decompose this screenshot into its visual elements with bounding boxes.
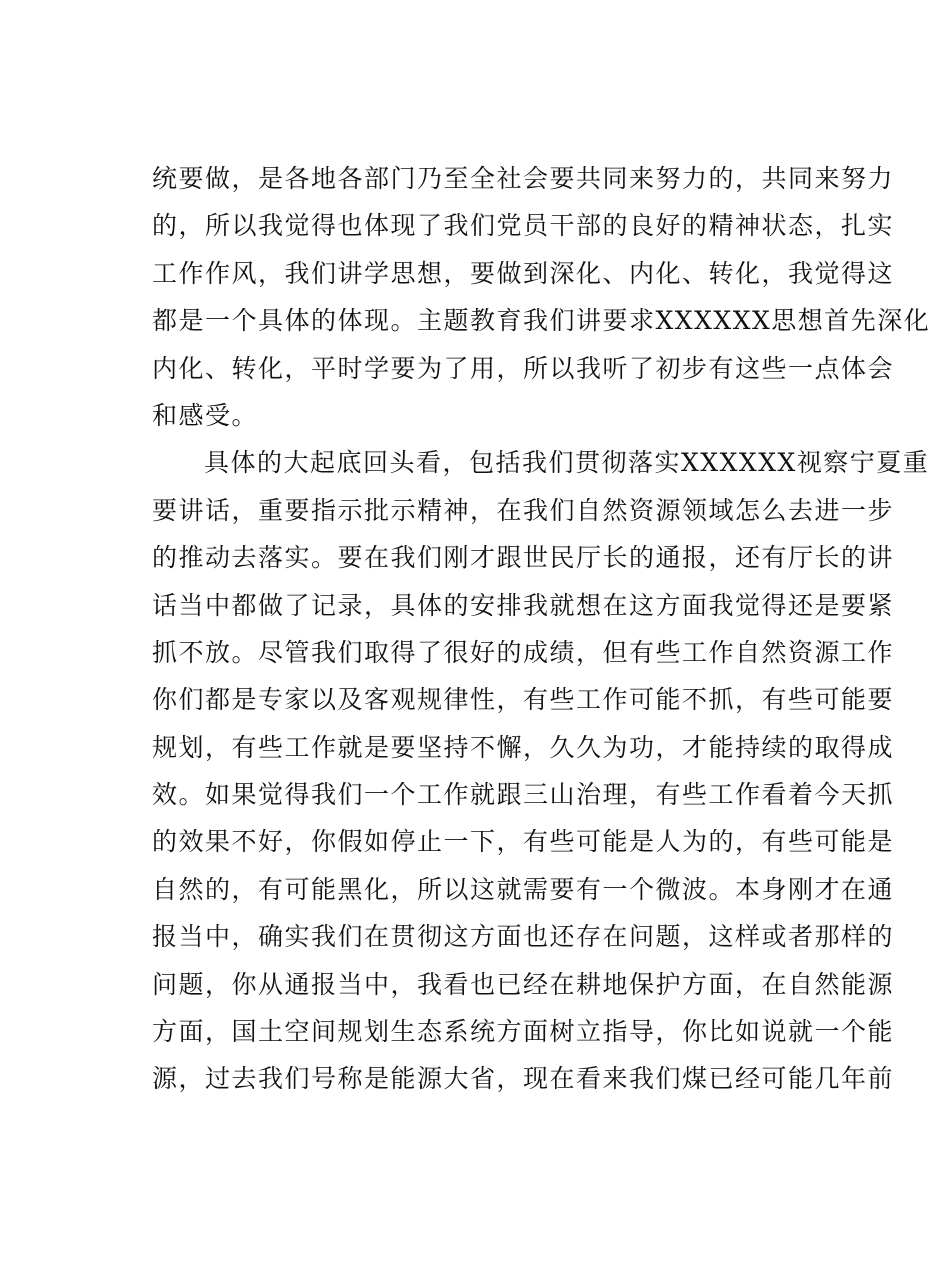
paragraph-2-line-2: 要讲话，重要指示批示精神，在我们自然资源领域怎么去进一步 bbox=[152, 495, 895, 525]
document-body bbox=[152, 155, 930, 1103]
paragraph-2-line-5: 抓不放。尽管我们取得了很好的成绩，但有些工作自然资源工作 bbox=[152, 637, 895, 667]
paragraph-1-line-3: 工作作风，我们讲学思想，要做到深化、内化、转化，我觉得这 bbox=[152, 258, 895, 288]
paragraph-1-line-4: 都是一个具体的体现。主题教育我们讲要求XXXXXX思想首先深化 bbox=[152, 306, 930, 336]
paragraph-2-line-10: 自然的，有可能黑化，所以这就需要有一个微波。本身刚才在通 bbox=[152, 874, 895, 904]
paragraph-2-line-8: 效。如果觉得我们一个工作就跟三山治理，有些工作看着今天抓 bbox=[152, 780, 895, 810]
paragraph-1-line-2: 的，所以我觉得也体现了我们党员干部的良好的精神状态，扎实 bbox=[152, 211, 895, 241]
paragraph-1-line-5: 内化、转化，平时学要为了用，所以我听了初步有这些一点体会 bbox=[152, 353, 895, 383]
paragraph-2-line-12: 问题，你从通报当中，我看也已经在耕地保护方面，在自然能源 bbox=[152, 969, 895, 999]
paragraph-2-line-13: 方面，国土空间规划生态系统方面树立指导，你比如说就一个能 bbox=[152, 1017, 895, 1047]
paragraph-2-line-3: 的推动去落实。要在我们刚才跟世民厅长的通报，还有厅长的讲 bbox=[152, 543, 895, 573]
paragraph-2-line-9: 的效果不好，你假如停止一下，有些可能是人为的，有些可能是 bbox=[152, 827, 895, 857]
paragraph-2-line-7: 规划，有些工作就是要坚持不懈，久久为功，才能持续的取得成 bbox=[152, 732, 895, 762]
paragraph-2-line-14: 源，过去我们号称是能源大省，现在看来我们煤已经可能几年前 bbox=[152, 1064, 895, 1094]
paragraph-1-line-6: 和感受。 bbox=[152, 400, 259, 430]
paragraph-2-line-6: 你们都是专家以及客观规律性，有些工作可能不抓，有些可能要 bbox=[152, 685, 895, 715]
paragraph-1-line-1: 统要做，是各地各部门乃至全社会要共同来努力的，共同来努力 bbox=[152, 164, 895, 193]
paragraph-2-line-4: 话当中都做了记录，具体的安排我就想在这方面我觉得还是要紧 bbox=[152, 590, 895, 620]
paragraph-2-line-11: 报当中，确实我们在贯彻这方面也还存在问题，这样或者那样的 bbox=[152, 922, 895, 952]
paragraph-2-line-1: 具体的大起底回头看，包括我们贯彻落实XXXXXX视察宁夏重 bbox=[204, 448, 930, 478]
